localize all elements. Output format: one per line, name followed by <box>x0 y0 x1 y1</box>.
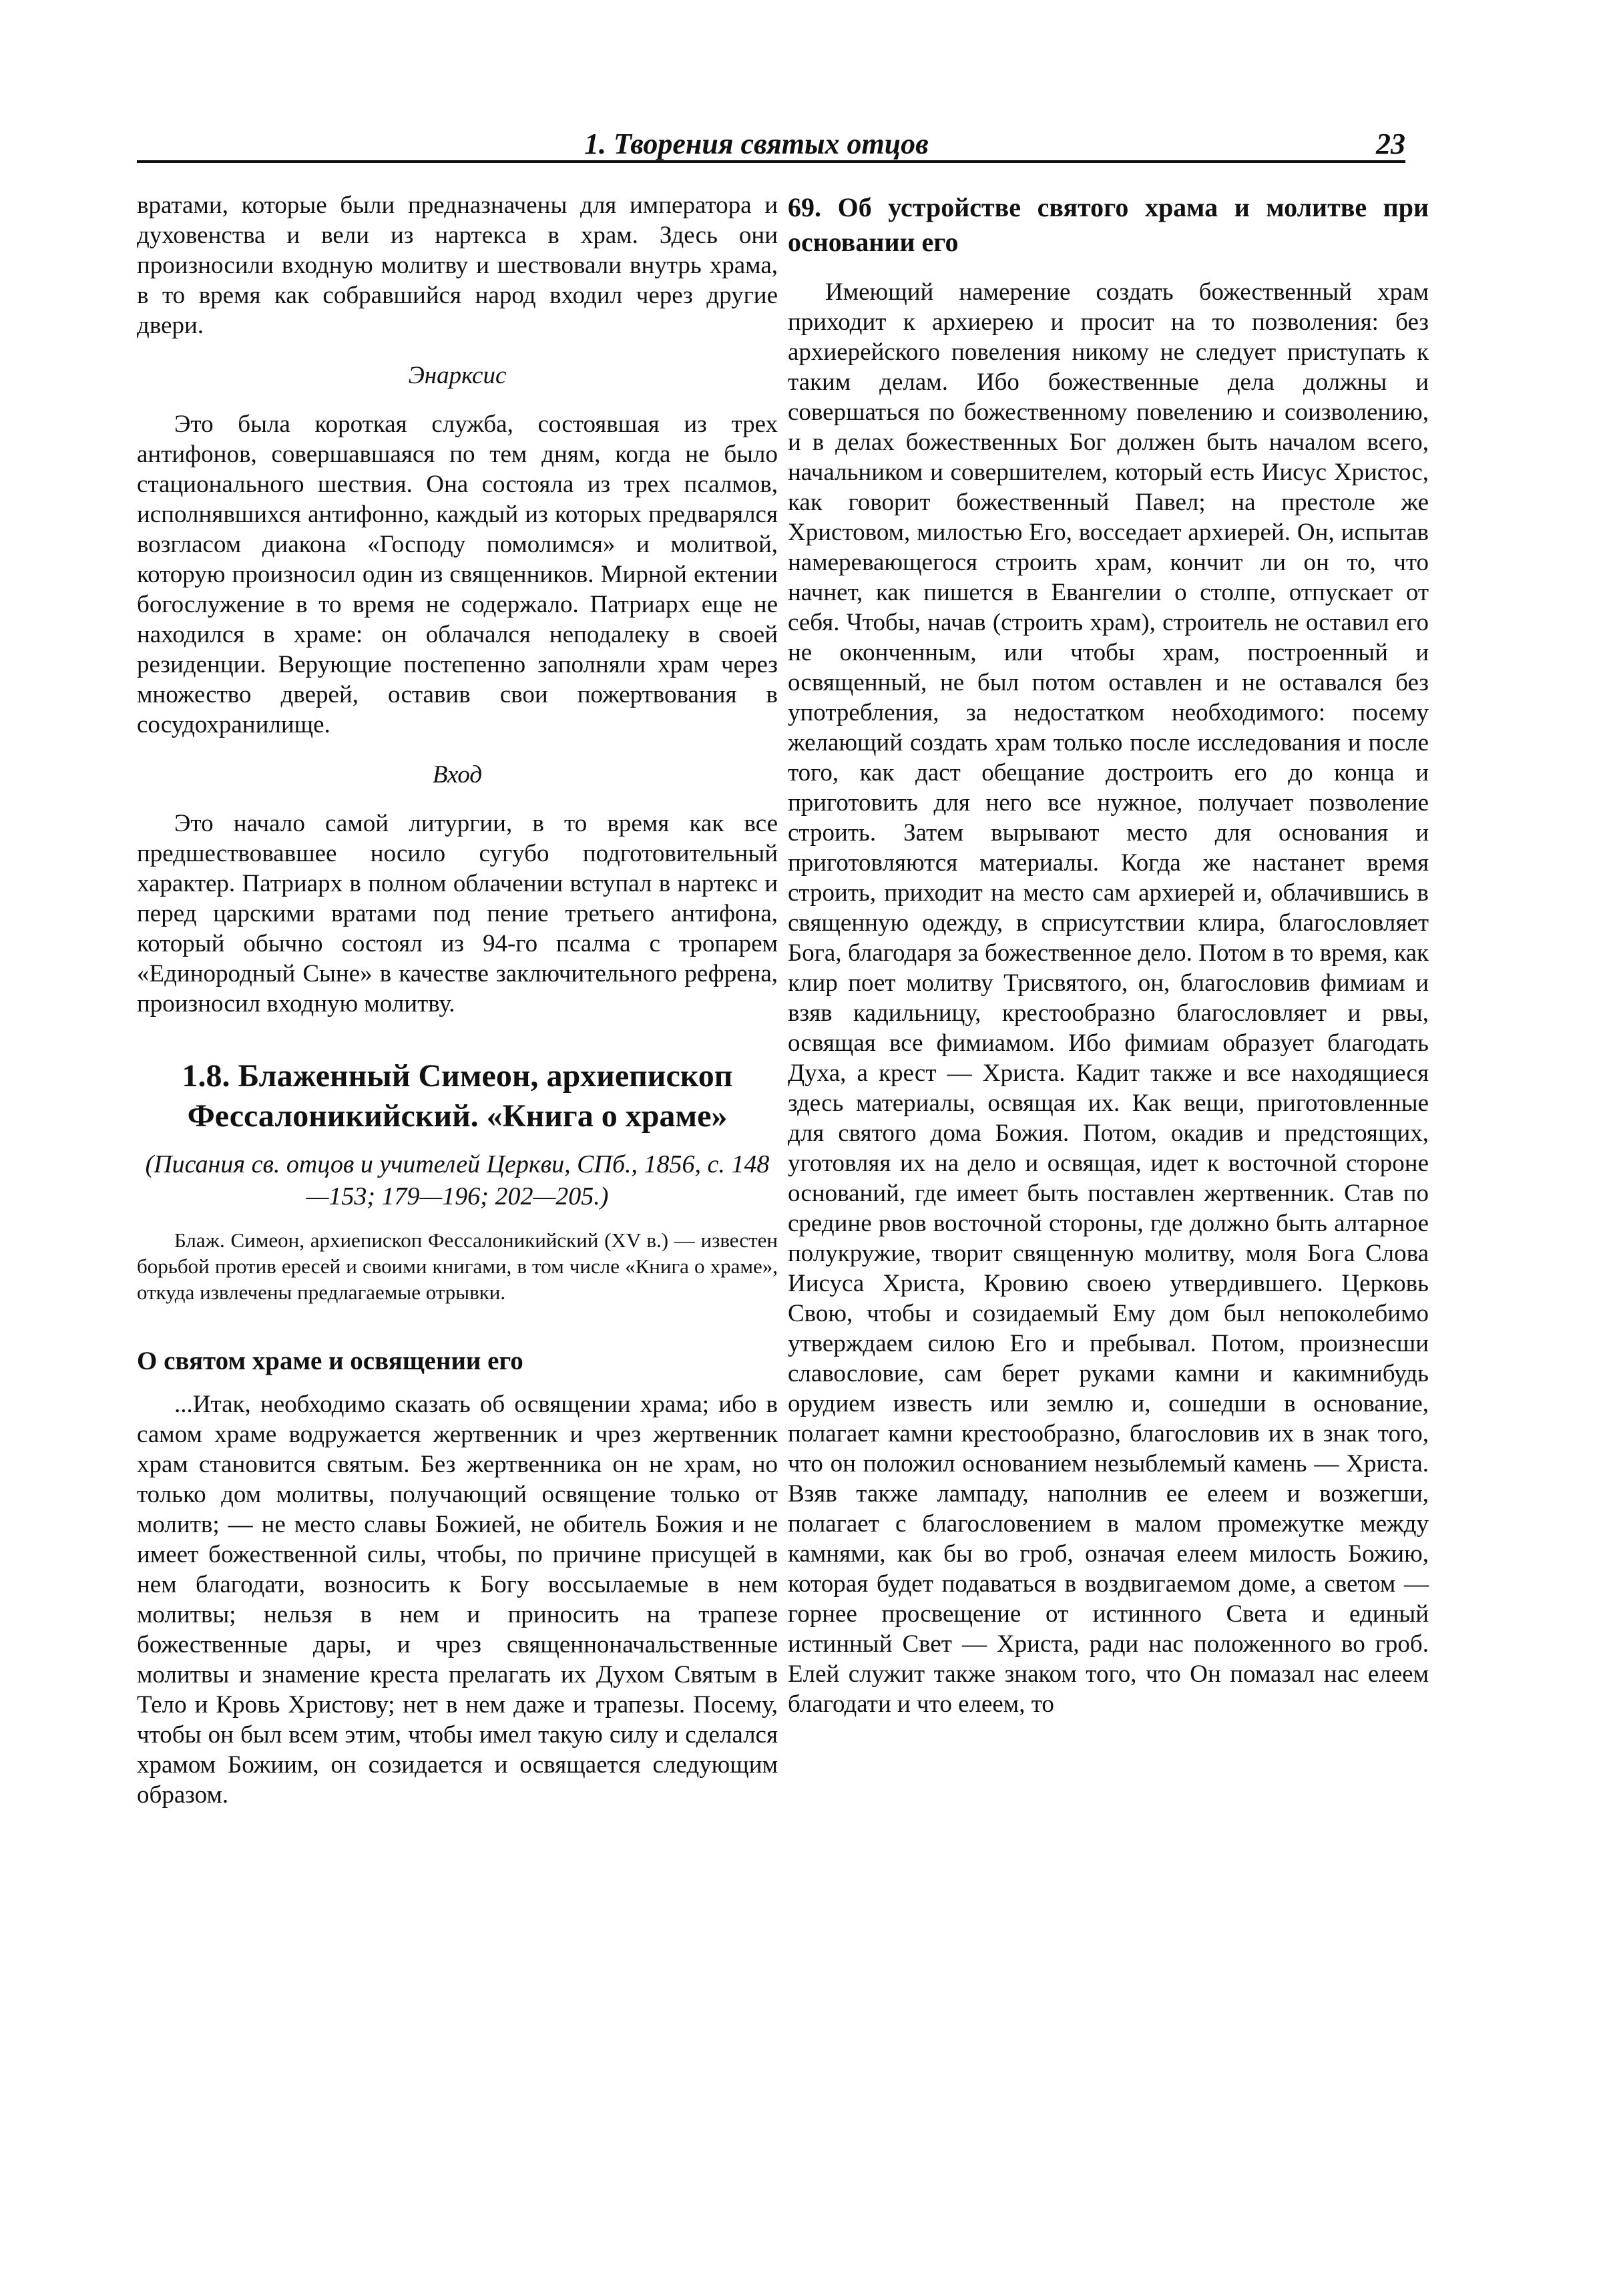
paragraph: Имеющий намерение создать божественный храм приходит к архиерею и просит на то позволения: без архиерейского повеления никому не следует приступать к таким делам. Ибо божественные дела должны и совершаться по божественному повелению и соизволению, и в делах божественных Бог должен быть началом всего, начальником и совершителем, который есть Иисус Христос, как говорит божественный Павел; на престоле же Христовом, милостью Его, восседает архиерей. Он, испытав намеревающегося строить храм, кончит ли он то, что начнет, как пишется в Евангелии о столпе, отпускает от себя. Чтобы, начав (строить храм), строитель не оставил его не оконченным, или чтобы храм, построенный и освященный, не был потом оставлен и не оставался без употребления, за недостатком необходимого: посему желающий создать храм только после исследования и после того, как даст обещание достроить его до конца и приготовить для него все нужное, получает позволение строить. Затем вырывают место для основания и приготовляются материалы. Когда же настанет время строить, приходит на место сам архиерей и, облачившись в священную одежду, в сприсутствии клира, благословляет Бога, благодаря за божественное дело. Потом в то время, как клир поет молитву Трисвятого, он, благословив фимиам и взяв кадильницу, крестообразно благословляет и рвы, освящая все фимиамом. Ибо фимиам образует благодать Духа, а крест — Христа. Кадит также и все находящиеся здесь материалы, освящая их. Как вещи, приготовленные для святого дома Божия. Потом, окадив и предстоящих, уготовляя их на дело и освящая, идет к восточной стороне оснований, где имеет быть поставлен жертвенник. Став по средине рвов восточной стороны, где должно быть алтарное полукружие, творит священную молитву, моля Бога Слова Иисуса Христа, Кровию своею утвердившего. Церковь Свою, чтобы и созидаемый Ему дом был непоколебимо утверждаем силою Его и пребывал. Потом, произнесши славословие, сам берет руками камни и какимнибудь орудием известь или землю и, сошедши в основание, полагает камни крестообразно, благословив их в знак того, что он положил основанием незыблемый камень — Христа. Взяв также лампаду, наполнив ее елеем и возжегши, полагает с благословением в малом промежутке между камнями, как бы во гроб, означая елеем милость Божию, которая будет подаваться в воздвигаемом доме, а светом — горнее просвещение от истинного Света и единый истинный Свет — Христа, ради нас положенного во гроб. Елей служит также знаком того, что Он помазал нас елеем благодати и что елеем, то <box>788 278 1429 1718</box>
paragraph: вратами, которые были предназначены для императора и духовенства и вели из нартекса в храм. Здесь они произносили входную молитву и шествовали внутрь храма, в то время как собравшийся народ входил через другие двери. <box>137 192 778 339</box>
citation: (Писания св. отцов и учителей Церкви, СПб., 1856, с. 148—153; 179—196; 202—205.) <box>145 1150 770 1210</box>
section-title: 1.8. Блаженный Симеон, архиепископ Фессалоникийский. «Книга о храме» <box>182 1058 733 1134</box>
subheading-entrance: Вход <box>432 761 483 788</box>
right-column <box>788 190 1429 1719</box>
subheading-enarxis: Энарксис <box>408 362 507 389</box>
section-heading: О святом храме и освящении его <box>137 1347 523 1375</box>
paragraph: Это начало самой литургии, в то время как все предшествовавшее носило сугубо подготовительный характер. Патриарх в полном облачении вступал в нартекс и перед царскими вратами под пение третьего антифона, который обычно состоял из 94-го псалма с тропарем «Единородный Сыне» в качестве заключительного рефрена, произносил входную молитву. <box>137 810 778 1017</box>
intro-note: Блаж. Симеон, архиепископ Фессалоникийский (XV в.) — известен борьбой против ересей и своими книгами, в том числе «Книга о храме», откуда извлечены предлагаемые отрывки. <box>137 1228 778 1304</box>
left-column <box>137 190 778 1810</box>
running-title: 1. Творения святых отцов <box>584 128 929 160</box>
running-header <box>137 127 1405 160</box>
section-heading: 69. Об устройстве святого храма и молитве при основании его <box>788 192 1429 257</box>
paragraph: Это была короткая служба, состоявшая из трех антифонов, совершавшаяся по тем дням, когда не было стационального шествия. Она состояла из трех псалмов, исполнявшихся антифонно, каждый из которых предварялся возгласом диакона «Господу помолимся» и молитвой, которую произносил один из священников. Мирной ектении богослужение в то время не содержало. Патриарх еще не находился в храме: он облачался неподалеку в своей резиденции. Верующие постепенно заполняли храм через множество дверей, оставив свои пожертвования в сосудохранилище. <box>137 411 778 738</box>
paragraph: ...Итак, необходимо сказать об освящении храма; ибо в самом храме водружается жертвенник и чрез жертвенник храм становится святым. Без жертвенника он не храм, но только дом молитвы, получающий освящение только от молитв; — не место славы Божией, не обитель Божия и не имеет божественной силы, чтобы, по причине присущей в нем благодати, возносить к Богу воссылаемые в нем молитвы; нельзя в нем и приносить на трапезе божественные дары, и чрез священноначальственные молитвы и знамение креста прелагать их Духом Святым в Тело и Кровь Христову; нет в нем даже и трапезы. Посему, чтобы он был всем этим, чтобы имел такую силу и сделался храмом Божиим, он созидается и освящается следующим образом. <box>137 1391 778 1809</box>
header-rule <box>137 160 1405 163</box>
page-number: 23 <box>1376 128 1405 160</box>
